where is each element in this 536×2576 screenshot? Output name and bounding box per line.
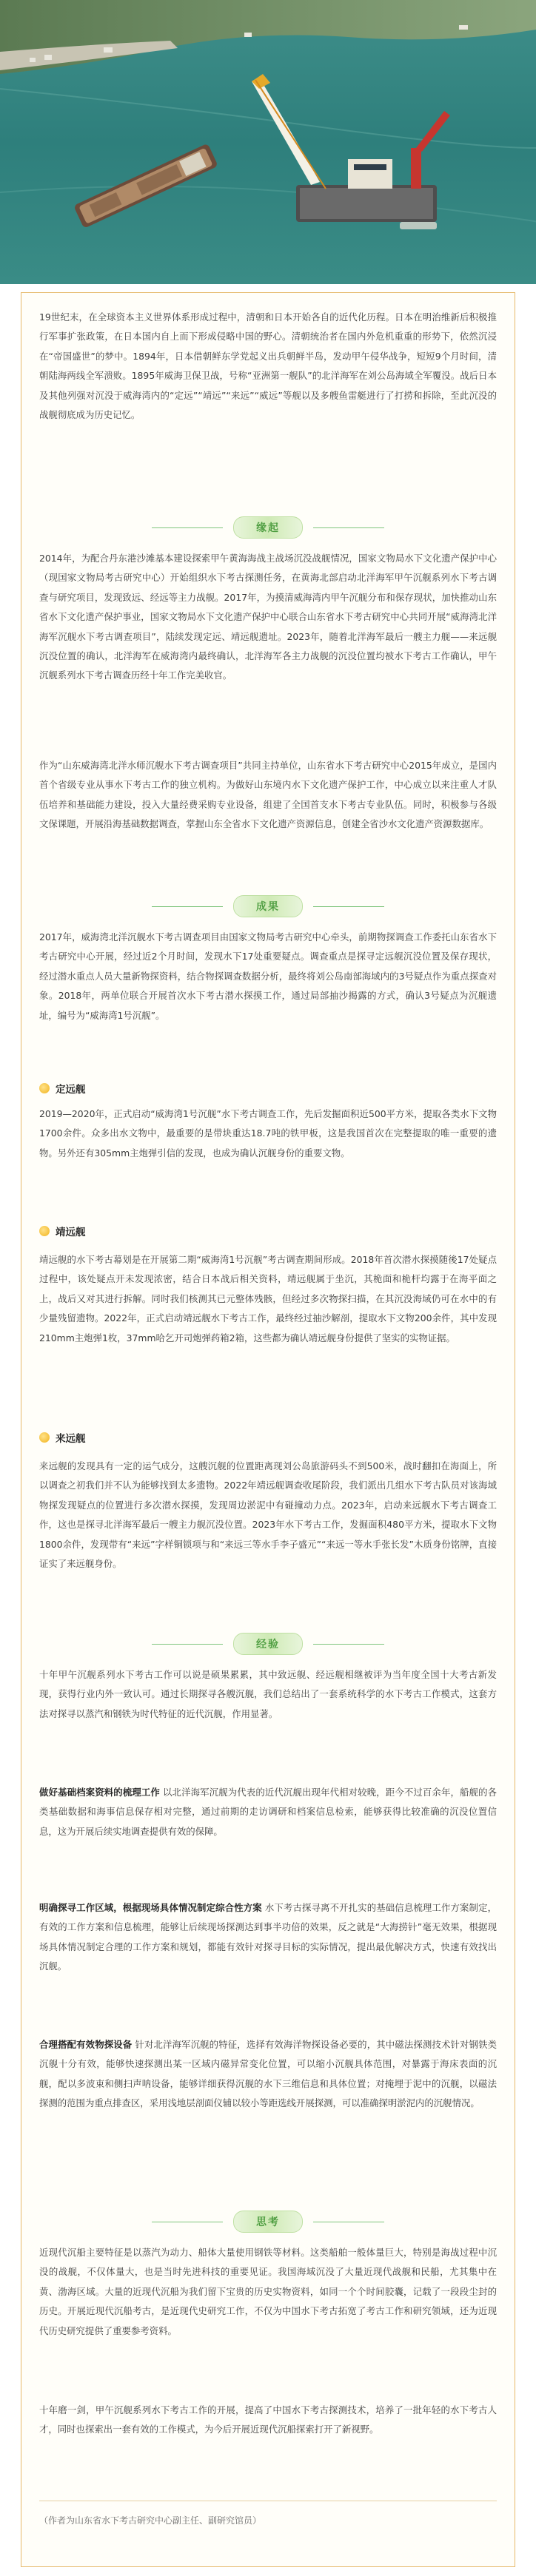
subheading-dingyuan bbox=[39, 1079, 86, 1097]
dingyuan-paragraph: 2019—2020年，正式启动“威海湾1号沉舰”水下考古调查工作，先后发掘面积近500平方米，提取各类水下文物1700余件。众多出水文物中，最重要的是带块重达18.7吨的铁甲板，这是我国首次在完整提取的唯一重要的遗物。另外还有305mm主炮弹引信的发现，也成为确认沉舰身份的重要文物。 bbox=[39, 1108, 497, 1159]
subheading-title: 来远舰 bbox=[56, 1433, 86, 1445]
experience-p4-lead: 合理搭配有效物探设备 bbox=[39, 2039, 133, 2050]
intro-paragraph: 19世纪末，在全球资本主义世界体系形成过程中，清朝和日本开始各自的近代化历程。日本在明治维新后积极推行军事扩张政策，在日本国内自上而下形成侵略中国的野心。清朝统治者在国内外危机重重的形势下，依然沉浸在“帝国盛世”的梦中。1894年，日本借朝鲜东学党起义出兵朝鲜半岛，发动甲午侵华战争，短短9个月时间，清朝陆海两线全军溃败。1895年威海卫保卫战，号称“亚洲第一舰队”的北洋海军在刘公岛海域全军覆没。战后日本及其他列强对沉没于威海湾内的“定远”“靖远”“来远”“威远”等舰以及多艘鱼雷艇进行了打捞和拆除，至此沉没的战舰彻底成为历史记忆。 bbox=[39, 311, 497, 421]
reflection-paragraph-2: 十年磨一剑，甲午沉舰系列水下考古工作的开展，提高了中国水下考古探测技术，培养了一批年轻的水下考古人才，同时也探索出一套有效的工作模式，为今后开展近现代沉船探索打开了新视野。 bbox=[39, 2404, 497, 2435]
yellow-dot-icon bbox=[39, 1083, 50, 1093]
result-paragraph: 2017年，威海湾北洋沉舰水下考古调查项目由国家文物局考古研究中心牵头，前期物探调查工作委托山东省水下考古研究中心开展，经过近2个月时间，发现水下17处重要疑点。调查重点是探寻定远舰沉没位置及保存现状，经过潜水重点人员大量新物探资料，结合物探调查数据分析，最终将刘公岛南部海域内的3号疑点作为重点探查对象。2018年，两单位联合开展首次水下考古潜水探摸工作，通过局部抽沙揭露的方式，确认3号疑点为沉舰遗址，编号为“威海湾1号沉舰”。 bbox=[39, 931, 497, 1021]
experience-p4-body: 针对北洋海军沉舰的特征，选择有效海洋物探设备必要的，其中磁法探测技术针对钢铁类沉舰十分有效，能够快速探测出某一区域内磁异常变化位置，可以缩小沉舰具体范围，对暴露于海床表面的沉舰，配以多波束和侧扫声呐设备，能够详细获得沉舰的水下三维信息和具体位置；对掩埋于泥中的沉舰，以磁法探测的范围为重点排查区，采用浅地层剖面仪辅以较小等距选线开展探测，可以准确探明淤泥内的沉舰情况。 bbox=[39, 2039, 497, 2109]
reflection-paragraph-1: 近现代沉船主要特征是以蒸汽为动力、船体大量使用钢铁等材料。这类船舶一般体量巨大，特别是海战过程中沉没的战舰，不仅体量大，也是当时先进科技的重要见证。我国海域沉没了大量近现代战舰和民船，尤其集中在黄、渤海区域。大量的近现代沉船为我们留下宝贵的历史实物资料，如同一个个时间胶囊，记载了一段段尘封的历史。开展近现代沉船考古，是近现代史研究工作，不仅为中国水下考古拓宽了考古工作和研究领域，还为近现代历史研究提供了重要参考资料。 bbox=[39, 2247, 497, 2336]
section-heading-origin bbox=[21, 516, 515, 539]
section-title-reflection: 思考 bbox=[233, 2211, 303, 2233]
heading-rule-right bbox=[313, 906, 384, 907]
section-heading-result bbox=[21, 894, 515, 918]
experience-paragraph-4 bbox=[39, 2035, 497, 2114]
section-heading-reflection bbox=[21, 2210, 515, 2233]
subheading-jingyuan bbox=[39, 1222, 86, 1240]
yellow-dot-icon bbox=[39, 1226, 50, 1236]
section-heading-experience bbox=[21, 1632, 515, 1656]
hero-photo bbox=[0, 0, 536, 284]
experience-p3-body: 水下考古探寻离不开扎实的基础信息梳理工作方案制定，有效的工作方案和信息梳理，能够让后续现场探测达到事半功倍的效果，反之就是“大海捞针”毫无效果，根据现场具体情况制定合理的工作方案和规划，都能有效针对探寻目标的实际情况，提出最优解决方式，快速有效找出沉舰。 bbox=[39, 1902, 497, 1972]
experience-paragraph-1: 十年甲午沉舰系列水下考古工作可以说是硕果累累，其中致远舰、经远舰相继被评为当年度全国十大考古新发现，获得行业内外一致认可。通过长期探寻各艘沉舰，我们总结出了一套系统科学的水下考古工作模式，这套方法对探寻以蒸汽和钢铁为时代特征的近代沉舰，作用显著。 bbox=[39, 1669, 497, 1719]
experience-p2-lead: 做好基础档案资料的梳理工作 bbox=[39, 1787, 160, 1798]
subheading-title: 定远舰 bbox=[56, 1084, 86, 1096]
jingyuan-paragraph: 靖远舰的水下考古幕划是在开展第二期“威海湾1号沉舰”考古调查期间形成。2018年首次潜水探摸随後17处疑点过程中，该处疑点开未发现浓密，结合日本战后相关资料，靖远舰属于坐沉，其桅面和桅杆均露于在海平面之上，战后又对其进行拆解。同时我们核测其已元整体残骸，但经过多次物探扫描，在其沉没海域仍可在水中的有少量残留遗物。2022年，正式启动靖远舰水下考古工作，最终经过抽沙解剖，提取水下文物200余件，其中发现210mm主炮弹1枚，37mm哈乞开司炮弹药箱2箱，这些都为确认靖远舰身份提供了坚实的实物证据。 bbox=[39, 1254, 497, 1343]
experience-paragraph-3 bbox=[39, 1898, 497, 1977]
yellow-dot-icon bbox=[39, 1432, 50, 1443]
heading-rule-right bbox=[313, 527, 384, 528]
heading-rule-left bbox=[152, 527, 223, 528]
section-title-experience: 经验 bbox=[233, 1633, 303, 1655]
heading-rule-right bbox=[313, 1644, 384, 1645]
harbor-aerial-illustration bbox=[0, 0, 536, 284]
author-note: （作者为山东省水下考古研究中心副主任、副研究馆员） bbox=[39, 2515, 262, 2526]
laiyuan-paragraph: 来远舰的发现具有一定的运气成分，这艘沉舰的位置距离现刘公岛旅游码头不到500米，战时翻扣在海面上，所以调查之初我们并不认为能够找到太多遗物。2022年靖远舰调查收尾阶段，我们派出几组水下考古队员对该海域物探发现疑点的位置进行多次潜水探摸，发现周边淤泥中有碰撞动力点。2023年，启动来远舰水下考古调查工作，这也是探寻北洋海军最后一艘主力舰沉没位置。2023年水下考古工作，发掘面积480平方米，提取水下文物1800余件，发现带有“来远”字样铜锁项与和“来远三等水手李子盛元”“来远一等水手张长发”木质身份铭牌，直接证实了来远舰身份。 bbox=[39, 1460, 497, 1570]
heading-rule-left bbox=[152, 1644, 223, 1645]
section-title-result: 成果 bbox=[233, 895, 303, 917]
subheading-title: 靖远舰 bbox=[56, 1227, 86, 1238]
experience-p2-body: 以北洋海军沉舰为代表的近代沉舰出现年代相对较晚，距今不过百余年，船舰的各类基础数据和海事信息保存相对完整，通过前期的走访调研和档案信息检索，能够获得比较准确的沉没位置信息，这为开展后续实地调查提供有效的保障。 bbox=[39, 1787, 497, 1837]
subheading-laiyuan bbox=[39, 1429, 86, 1446]
experience-p3-lead: 明确探寻工作区域，根据现场具体情况制定综合性方案 bbox=[39, 1902, 262, 1913]
heading-rule-left bbox=[152, 906, 223, 907]
origin-paragraph-1: 2014年，为配合丹东港沙滩基本建设探索甲午黄海海战主战场沉没战舰情况，国家文物局水下文化遗产保护中心（现国家文物局考古研究中心）开始组织水下考古探测任务，在黄海北部启动北洋海军甲午沉舰系列水下考古调查与研究项目，发现致远、经远等主力战舰。2017年，为摸清威海湾内甲午沉舰分布和保存现状，加快推动山东省水下文化遗产保护事业，国家文物局水下文化遗产保护中心联合山东省水下考古研究中心共同开展“威海湾北洋海军沉舰水下考古调查项目”，陆续发现定远、靖远舰遗址。2023年，随着北洋海军最后一艘主力舰——来远舰沉没位置的确认，北洋海军在威海湾内最终确认，北洋海军各主力战舰的沉没位置均被水下考古工作确认，甲午沉舰系列水下考古调查历经十年工作完美收官。 bbox=[39, 553, 497, 681]
origin-paragraph-2: 作为“山东威海湾北洋水师沉舰水下考古调查项目”共同主持单位，山东省水下考古研究中心2015年成立，是国内首个省级专业从事水下考古工作的独立机构。为做好山东境内水下文化遗产保护工作，中心成立以来注重人才队伍培养和基础能力建设，投入大量经费采购专业设备，组建了全国首支水下考古专业队伍。同时，积极参与各级文保课题，开展沿海基础数据调查，掌握山东全省水下文化遗产资源信息，创建全省沙水文化遗产资源数据库。 bbox=[39, 760, 497, 830]
article-frame bbox=[21, 292, 515, 2567]
section-title-origin: 缘起 bbox=[233, 516, 303, 539]
experience-paragraph-2 bbox=[39, 1783, 497, 1841]
